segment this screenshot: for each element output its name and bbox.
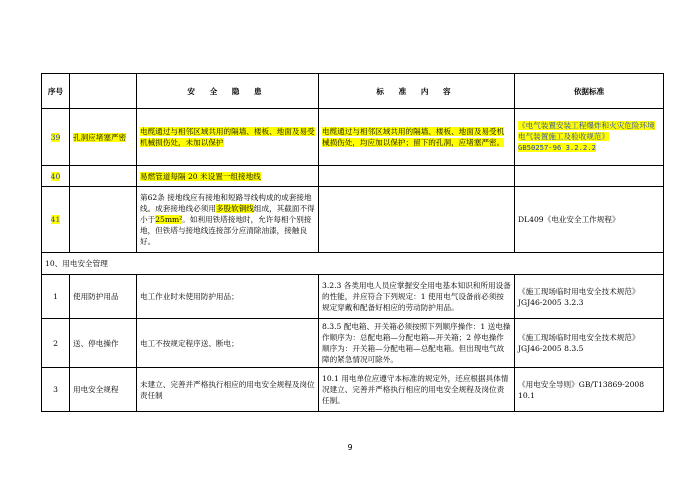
page-number: 9	[347, 443, 353, 452]
header-hazard: 安 全 隐 患	[137, 74, 319, 109]
row-no: 1	[42, 275, 70, 319]
row-standard-text: 电缆通过与相邻区域共用的隔墙、楼板、地面及易受机械损伤处，均应加以保护；留下的孔洞，应堵塞严密。	[322, 127, 505, 147]
row-item	[70, 109, 137, 166]
section-title: 10、用电安全管理	[42, 253, 664, 275]
row-basis-title: 《电气装置安装工程爆炸和火灾危险环境电气装置施工及验收规范》	[518, 121, 655, 142]
table-row	[42, 187, 664, 253]
row-no: 3	[42, 368, 70, 412]
row-basis-text: DL409《电业安全工作规程》	[518, 215, 620, 224]
table-row	[42, 275, 664, 319]
table-row	[42, 368, 664, 412]
row-hazard-text-c: 。如利用铁塔接地时，允许每相个别接地，但铁塔与接地线连接部分应清除油漆，接触良好。	[140, 215, 312, 246]
row-standard	[319, 166, 515, 187]
row-standard	[319, 109, 515, 166]
row-basis: 《用电安全导则》GB/T13869-2008 10.1	[515, 368, 664, 412]
header-basis: 依据标准	[515, 74, 664, 109]
row-no-text: 41	[50, 215, 61, 224]
row-standard: 8.3.5 配电箱、开关箱必须按照下列顺序操作：1 送电操作顺序为：总配电箱—分配电箱—开关箱；2 停电操作顺序为：开关箱—分配电箱—总配电箱。但出现电气故障的紧急情况可除外。	[319, 319, 515, 368]
row-no	[42, 109, 70, 166]
row-no	[42, 187, 70, 253]
table-row	[42, 166, 664, 187]
row-no	[42, 166, 70, 187]
row-no-text: 39	[50, 132, 61, 142]
row-hazard: 未建立、完善并严格执行相应的用电安全规程及岗位责任制	[137, 368, 319, 412]
row-hazard-text: 易燃管道每隔 20 米设置一组接地线	[140, 171, 261, 181]
row-hazard: 电工作业时未使用防护用品；	[137, 275, 319, 319]
row-standard: 3.2.3 各类用电人员应掌握安全用电基本知识和所用设备的性能，并应符合下列规定：1 使用电气设备前必须按规定穿戴和配备好相应的劳动防护用品。	[319, 275, 515, 319]
section-row	[42, 253, 664, 275]
row-item: 用电安全规程	[70, 368, 137, 412]
row-basis	[515, 187, 664, 253]
row-hazard	[137, 187, 319, 253]
row-item	[70, 166, 137, 187]
row-basis: 《施工现场临时用电安全技术规范》JGJ46-2005 8.3.5	[515, 319, 664, 368]
row-no-text: 40	[50, 171, 61, 181]
header-standard: 标 准 内 容	[319, 74, 515, 109]
row-hazard-text: 电缆通过与相邻区域共用的隔墙、楼板、地面及易受机械损伤处，未加以保护	[140, 127, 315, 147]
row-no: 2	[42, 319, 70, 368]
safety-hazard-table	[41, 73, 664, 412]
row-standard	[319, 187, 515, 253]
table-row	[42, 319, 664, 368]
table-header-row	[42, 74, 664, 109]
header-item-empty	[70, 74, 137, 109]
row-hazard	[137, 166, 319, 187]
row-item: 使用防护用品	[70, 275, 137, 319]
row-standard: 10.1 用电单位应遵守本标准的规定外，还应根据具体情况建立、完善并严格执行相应的用电安全规程及岗位责任制。	[319, 368, 515, 412]
row-basis-code: GB50257-96 3.2.2.2	[518, 143, 596, 153]
row-hazard	[137, 109, 319, 166]
row-hazard: 电工不按规定程序送、断电；	[137, 319, 319, 368]
row-hazard-highlight-2: 25mm²	[155, 215, 183, 224]
row-item-text: 孔洞应堵塞严密	[73, 132, 127, 142]
row-hazard-text-a: 第62条 接地线应有接地和短路导线构成的成套接地线。成套接地线必须用	[140, 193, 312, 213]
table-row	[42, 109, 664, 166]
row-hazard-text-b: 组成，其截面不得小于	[140, 204, 315, 224]
row-basis	[515, 109, 664, 166]
row-item: 送、停电操作	[70, 319, 137, 368]
row-basis	[515, 166, 664, 187]
row-basis: 《施工现场临时用电安全技术规范》JGJ46-2005 3.2.3	[515, 275, 664, 319]
row-item	[70, 187, 137, 253]
header-no: 序号	[42, 74, 70, 109]
row-hazard-highlight: 多股软铜线	[215, 204, 254, 213]
